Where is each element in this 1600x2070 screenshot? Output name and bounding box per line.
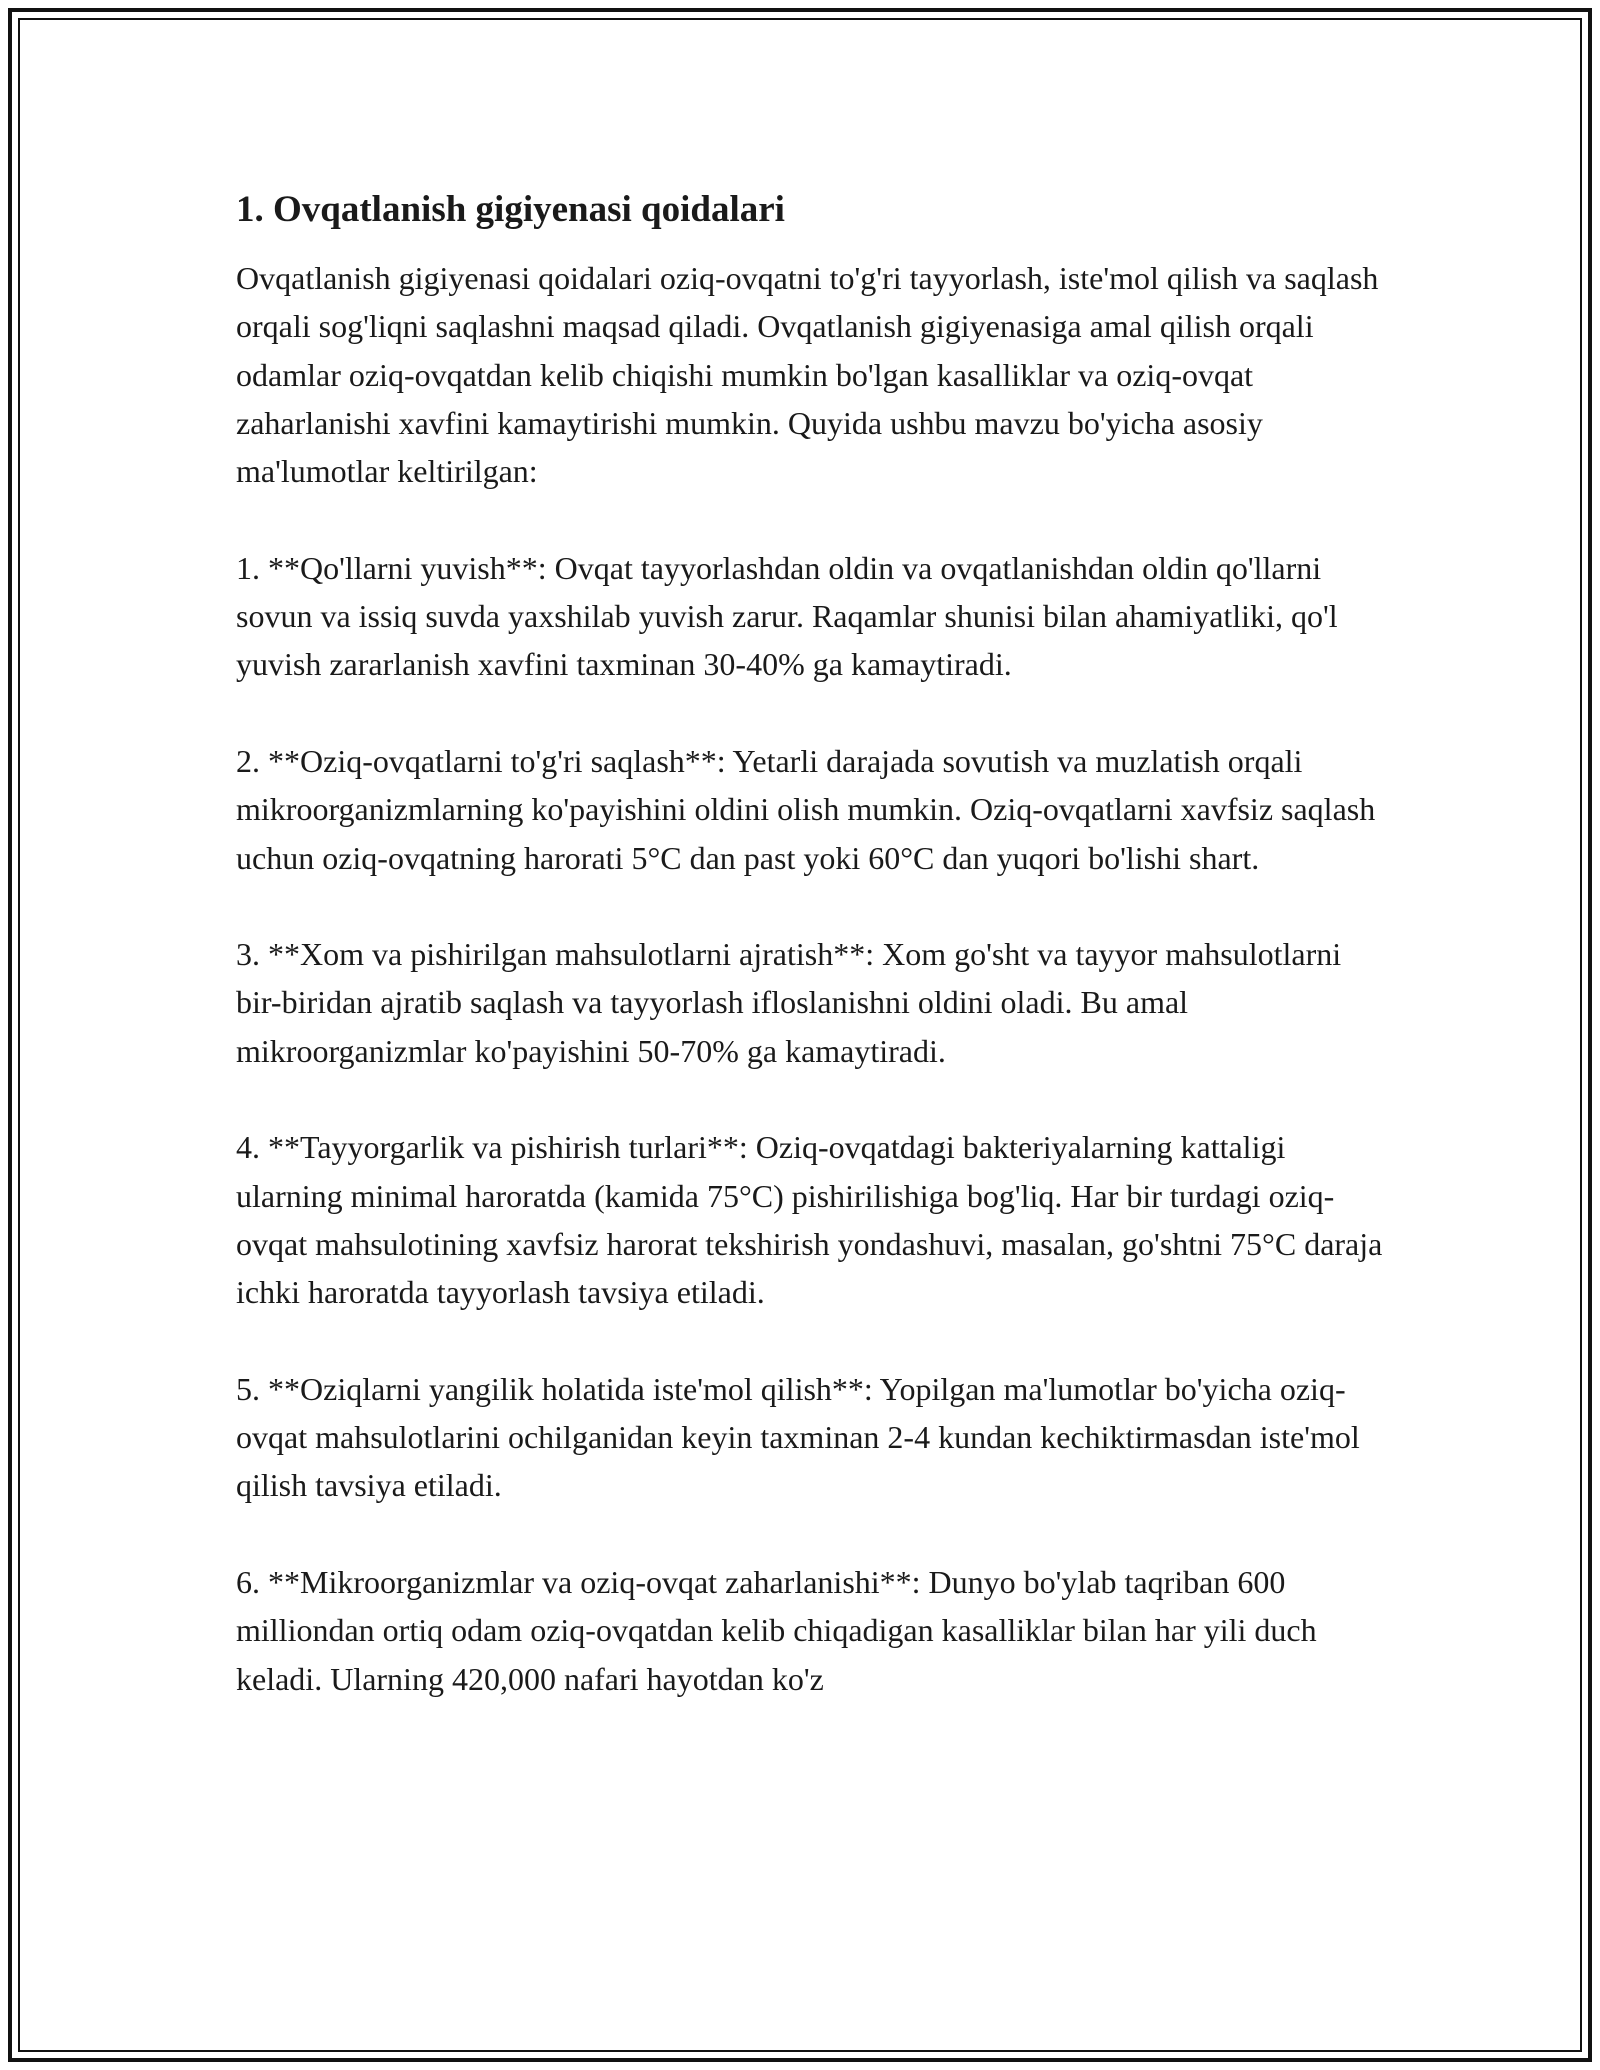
list-item-cooking-types: 4. **Tayyorgarlik va pishirish turlari**: Oziq-ovqatdagi bakteriyalarning kattaligi ularning minimal haroratda (kamida 75°C) pishirilishiga bog'liq. Har bir turdagi oziq-ovqat mahsulotining xavfsiz harorat tekshirish yondashuvi, masalan, go'shtni 75°C daraja ichki haroratda tayyorlash tavsiya etiladi. — [236, 1129, 1383, 1311]
list-item-hand-washing: 1. **Qo'llarni yuvish**: Ovqat tayyorlashdan oldin va ovqatlanishdan oldin qo'llarni sovun va issiq suvda yaxshilab yuvish zarur. Raqamlar shunisi bilan ahamiyatliki, qo'l yuvish zararlanish xavfini taxminan 30-40% ga kamaytiradi. — [236, 549, 1338, 683]
document-body — [236, 186, 1386, 1751]
section-heading: 1. Ovqatlanish gigiyenasi qoidalari — [236, 189, 785, 230]
list-item-fresh-consumption: 5. **Oziqlarni yangilik holatida iste'mol qilish**: Yopilgan ma'lumotlar bo'yicha oziq-ovqat mahsulotlarini ochilganidan keyin taxminan 2-4 kundan kechiktirmasdan iste'mol qilish tavsiya etiladi. — [236, 1370, 1360, 1504]
list-item-raw-cooked-separation: 3. **Xom va pishirilgan mahsulotlarni ajratish**: Xom go'sht va tayyor mahsulotlarni bir-biridan ajratib saqlash va tayyorlash ifloslanishni oldini oladi. Bu amal mikroorganizmlar ko'payishini 50-70% ga kamaytiradi. — [236, 936, 1342, 1069]
intro-paragraph: Ovqatlanish gigiyenasi qoidalari oziq-ovqatni to'g'ri tayyorlash, iste'mol qilish va saqlash orqali sog'liqni saqlashni maqsad qiladi. Ovqatlanish gigiyenasiga amal qilish orqali odamlar oziq-ovqatdan kelib chiqishi mumkin bo'lgan kasalliklar va oziq-ovqat zaharlanishi xavfini kamaytirishi mumkin. Quyida ushbu mavzu bo'yicha asosiy ma'lumotlar keltirilgan: — [236, 260, 1379, 490]
list-item-food-storage: 2. **Oziq-ovqatlarni to'g'ri saqlash**: Yetarli darajada sovutish va muzlatish orqali mikroorganizmlarning ko'payishini oldini olish mumkin. Oziq-ovqatlarni xavfsiz saqlash uchun oziq-ovqatning harorati 5°C dan past yoki 60°C dan yuqori bo'lishi shart. — [236, 742, 1376, 876]
list-item-microorganisms: 6. **Mikroorganizmlar va oziq-ovqat zaharlanishi**: Dunyo bo'ylab taqriban 600 milliondan ortiq odam oziq-ovqatdan kelib chiqadigan kasalliklar bilan har yili duch keladi. Ularning 420,000 nafari hayotdan ko'z — [236, 1564, 1317, 1697]
